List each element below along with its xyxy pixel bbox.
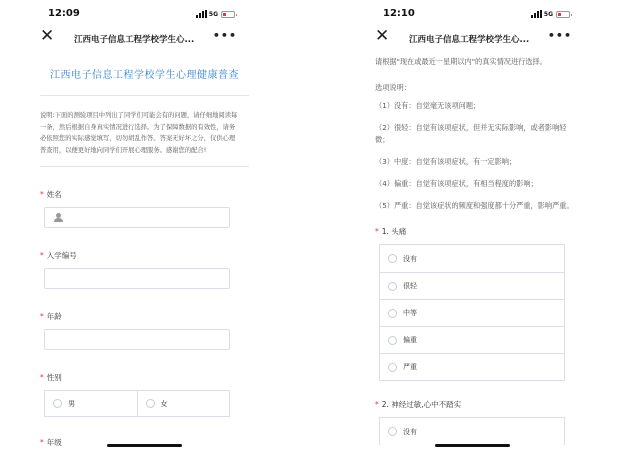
instruction-text: 请根据"现在或最近一星期以内"的真实情况进行选择。 [375,57,547,66]
status-time: 12:09 [48,8,80,19]
home-indicator[interactable] [435,444,510,447]
status-bar [367,8,592,24]
question-content [367,56,592,473]
question-1-label: * 1. 头痛 [375,227,407,236]
field-label-grade: * 年级 [40,438,62,447]
q1-option-moderate[interactable]: 中等 [380,299,564,326]
phone-screen-left [32,0,257,473]
close-icon[interactable]: ✕ [375,26,390,46]
q1-option-heavy[interactable]: 偏重 [380,326,564,353]
q1-option-severe[interactable]: 严重 [380,353,564,380]
question-1-options [379,244,565,381]
radio-circle-icon [388,363,397,372]
student-id-input[interactable] [44,268,230,289]
page-title: 江西电子信息工程学校学生心理健康普查 [50,70,239,81]
gender-option-male[interactable]: 男 [45,391,137,416]
status-time: 12:10 [383,8,415,19]
gender-radio-group [44,390,230,417]
radio-circle-icon [388,254,397,263]
signal-icon [531,10,542,18]
battery-icon [556,11,570,18]
radio-circle-icon [388,336,397,345]
option-desc: （2）很轻：自觉有该项症状，但并无实际影响，或者影响轻微； [375,123,567,144]
q1-option-none[interactable]: 没有 [380,245,564,272]
status-bar [32,8,257,24]
radio-circle-icon [388,309,397,318]
question-2-label: * 2. 神经过敏,心中不踏实 [375,400,462,409]
option-desc: （5）严重：自觉该症状的频度和强度都十分严重，影响严重。 [375,201,574,210]
phone-screen-right [367,0,592,473]
intro-text: 说明:下面的测验项目中列出了同学们可能会有的问题，请仔细地阅读每一条，然后根据自身真实情况进行选择。为了保障数据的有效性，请务必依照您的实际感觉填写，切勿胡乱作答。答案无好坏之分，仅供心理普查用，以便更好地向同学们开展心理服务。感谢您的配合! [40,112,238,154]
question-2-options [379,417,565,445]
field-label-gender: * 性别 [40,373,62,382]
nav-title: 江西电子信息工程学校学生心... [409,35,530,45]
field-label-age: * 年龄 [40,312,62,321]
option-desc: （4）偏重：自觉有该项症状，有相当程度的影响； [375,179,538,188]
divider [40,95,249,96]
close-icon[interactable]: ✕ [40,26,55,46]
age-input[interactable] [44,329,230,350]
signal-icon [196,10,207,18]
form-content [32,54,257,473]
q2-option-none[interactable]: 没有 [380,418,564,445]
user-icon [54,213,63,222]
more-icon[interactable]: ••• [547,29,572,42]
option-desc: （3）中度：自觉有该项症状，有一定影响； [375,157,517,166]
field-label-name: * 姓名 [40,190,62,199]
nav-bar [367,28,592,50]
more-icon[interactable]: ••• [212,29,237,42]
network-label: 5G [208,10,218,18]
gender-option-female[interactable]: 女 [137,391,230,416]
option-desc: （1）没有：自觉毫无该项问题； [375,101,481,110]
field-label-student-id: * 入学编号 [40,251,77,260]
name-input[interactable] [44,207,230,228]
battery-icon [221,11,235,18]
q1-option-mild[interactable]: 很轻 [380,272,564,299]
radio-circle-icon [146,399,155,408]
network-label: 5G [543,10,553,18]
radio-circle-icon [388,427,397,436]
nav-title: 江西电子信息工程学校学生心... [74,35,195,45]
radio-circle-icon [388,282,397,291]
nav-bar [32,28,257,50]
home-indicator[interactable] [107,444,182,447]
options-title: 选项说明： [375,83,411,92]
radio-circle-icon [53,399,62,408]
divider [40,166,249,167]
